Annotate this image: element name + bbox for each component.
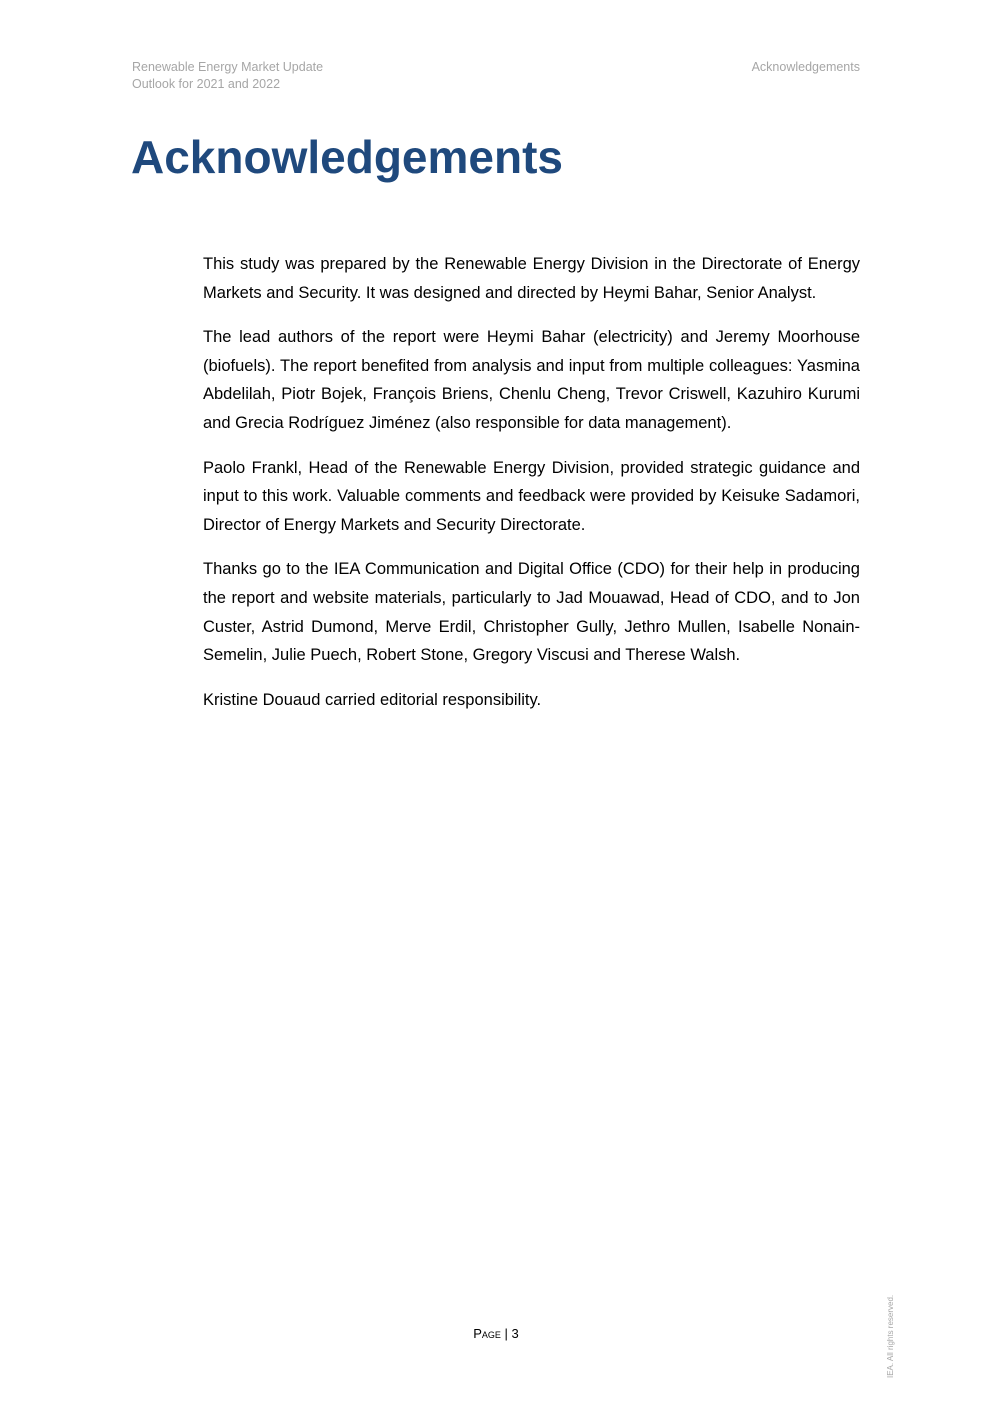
running-header-section: Acknowledgements (751, 60, 860, 74)
acknowledgements-body (203, 250, 860, 730)
page-separator: | (500, 1326, 512, 1341)
paragraph-authors: The lead authors of the report were Heymi Bahar (electricity) and Jeremy Moorhouse (biofuels). The report benefited from analysis and input from multiple colleagues: Yasmina Abdelilah, Piotr Bojek, François Briens, Chenlu Cheng, Trevor Criswell, Kazuhiro Kurumi and Grecia Rodríguez Jiménez (also responsible for data management). (203, 328, 860, 432)
page-title: Acknowledgements (131, 131, 563, 183)
paragraph-guidance: Paolo Frankl, Head of the Renewable Energy Division, provided strategic guidance and input to this work. Valuable comments and feedback were provided by Keisuke Sadamori, Director of Energy Markets and Security Directorate. (203, 458, 860, 534)
paragraph-thanks: Thanks go to the IEA Communication and Digital Office (CDO) for their help in producing the report and website materials, particularly to Jad Mouawad, Head of CDO, and to Jon Custer, Astrid Dumond, Merve Erdil, Christopher Gully, Jethro Mullen, Isabelle Nonain-Semelin, Julie Puech, Robert Stone, Gregory Viscusi and Therese Walsh. (203, 560, 860, 665)
page-number: 3 (511, 1326, 519, 1341)
page-footer (0, 1326, 992, 1342)
paragraph-preparation: This study was prepared by the Renewable Energy Division in the Directorate of Energy Markets and Security. It was designed and directed by Heymi Bahar, Senior Analyst. (203, 255, 860, 302)
copyright-notice: IEA. All rights reserved. (886, 1294, 895, 1378)
page-label: Page (473, 1326, 501, 1341)
running-header-left (132, 59, 323, 93)
paragraph-editorial: Kristine Douaud carried editorial responsibility. (203, 690, 542, 709)
report-subtitle: Outlook for 2021 and 2022 (132, 77, 281, 91)
report-title: Renewable Energy Market Update (132, 60, 324, 74)
